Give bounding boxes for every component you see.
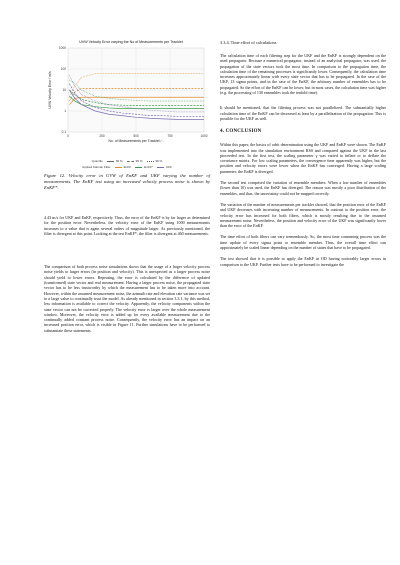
line-purple-icon bbox=[157, 167, 164, 168]
legend-item-q95 bbox=[127, 159, 143, 163]
legend-item-q99 bbox=[147, 159, 163, 163]
legend-filter-row bbox=[44, 165, 210, 169]
left-column bbox=[44, 40, 210, 339]
line-green-icon bbox=[135, 167, 142, 168]
figure-caption: Figure 12. Velocity error in UVW of EnKF and UKF varying the number of measurements. The EnKF test using an increased velocity process noise is shown by EnKF*. bbox=[44, 173, 210, 190]
figure-12 bbox=[44, 40, 210, 169]
x-tick-label: 500 bbox=[133, 134, 139, 138]
conclusion-paragraph: The time effort of both filters can vary tremendously. So, the most time consuming process was the time update of every sigma point or ensemble member. Thus, the overall time effort can approximately be scaled linear depending on the number of states that have to be propagated. bbox=[220, 234, 386, 251]
legend-quantile-label: Quantile bbox=[91, 159, 103, 163]
legend-filter-label: Applied Kalman Filter bbox=[82, 165, 111, 169]
legend-item-q90 bbox=[107, 159, 123, 163]
conclusion-paragraph: Within this paper, the basics of orbit determination using the UKF and EnKF were shown. The EnKF was implemented into the simulation environment RSS and compared against the UKF in the last proceeded test. In the first test, the scaling parameter γ was varied to inflate or to deflate the covariance matrix. For low scaling parameters, the convergence time apparently was higher, but the position and velocity errors were lower when the EnKF has converged. Having a large scaling parameter, the EnKF is diverged. bbox=[220, 142, 386, 174]
left-paragraph: The comparison of both process noise simulations shows that the usage of a larger velocity process noise yields to larger errors (in position and velocity). This is unexpected as a larger process noise should yield to lower errors. Repeating, the error is calculated by the difference of updated (transformed) state vector and real measurement. Having a larger process noise, the propagated state vector has to be less trustworthy by which the measurement has to be taken more into account. However, within the assumed measurement noise, the azimuth rate and elevation rate variance was set to a large value to continually trust the model. As already mentioned in section 3.3.1, by this method, less information is available to correct the velocity. Apparently, the velocity components within the state vector can not be corrected properly. The velocity error is larger over the whole measurement window. Moreover, the velocity error is added up for every available measurement due to the continually added constant process noise. Consequently, the velocity error has an impact on an increased position error, which is visible in Figure 11. Further simulations have to be performed to substantiate these statements. bbox=[44, 264, 210, 333]
legend-quantile-row bbox=[44, 159, 210, 163]
x-axis-label: No. of Measurements per Tracklet / - bbox=[108, 139, 164, 143]
legend-ukf-label: UKF bbox=[165, 165, 172, 169]
line-orange-icon bbox=[115, 167, 122, 168]
y-tick-label: 1000 bbox=[58, 46, 66, 50]
right-column bbox=[220, 40, 386, 273]
legend-q90-label: 90 % bbox=[115, 159, 123, 163]
legend-q95-label: 95 % bbox=[135, 159, 143, 163]
y-tick-label: 100 bbox=[60, 67, 66, 71]
y-axis-label: UVW Velocity Error / m/s bbox=[48, 71, 52, 109]
y-tick-label: 0.1 bbox=[61, 130, 66, 134]
chart-legend bbox=[44, 159, 210, 169]
conclusion-paragraph: The second test comprised the variation of ensemble members. When a low number of ensembles (lower than 10) was used, the EnKF has diverged. The reason was mostly a poor distribution of the ensembles, and thus, the uncertainty could not be mapped correctly. bbox=[220, 180, 386, 196]
legend-item-enkf-star bbox=[135, 165, 153, 169]
line-dashed-icon bbox=[127, 161, 134, 162]
right-paragraph: The calculation time of each filtering step for the UKF and the EnKF is strongly dependent on the used propagator. Because a numerical propagator, instead of an analytical propagator, was used, the propagation of the state vectors took the most time. In comparison to the propagation time, the calculation time of the remaining processes is significantly lower. Consequently, the calculation time increases approximately linear with every state vector that has to be propagated. In the case of the UKF, 13 sigma points, and in the case of the EnKF, the arbitrary number of ensembles has to be propagated. So the effort of the EnKF can be lower, but in most cases, the calculation time was higher (e.g. the processing of 130 ensembles took the tenfold time). bbox=[220, 53, 386, 96]
left-paragraph: 4.43 m/s for UKF and EnKF, respectively. Thus, the error of the EnKF is by far larger as determined for the position error. Nevertheless, the velocity error of the EnKF using 1000 measurements increases to a value that is again several orders of magnitude larger. As previously mentioned, the filter is divergent at this point. Looking at the test EnKF*, the filter is divergent at 460 measurements. bbox=[44, 215, 210, 236]
x-tick-label: 1000 bbox=[200, 134, 208, 138]
legend-enkf-label: EnKF bbox=[123, 165, 132, 169]
conclusion-paragraph: The variation of the number of measurements per tracklet showed, that the position error of the EnKF and UKF decreases with increasing number of measurements. In contrast to the position error, the velocity error has increased for both filters, which is mostly resulting due to the assumed measurement noise. Nevertheless, the position and velocity error of the UKF was significantly lower than the error of the EnKF. bbox=[220, 201, 386, 229]
x-tick-label: 0 bbox=[67, 134, 69, 138]
subsection-title: 3.3.4. Time effort of calculations bbox=[220, 40, 277, 45]
right-paragraph: It should be mentioned, that the filtering process was not parallelized. The substantially higher calculation time of the EnKF can be decreased at least by a parallelization of the propagation. This is possible for the UKF as well. bbox=[220, 105, 386, 121]
legend-item-enkf bbox=[115, 165, 132, 169]
line-solid-icon bbox=[107, 161, 114, 162]
x-tick-label: 250 bbox=[99, 134, 105, 138]
y-tick-label: 1 bbox=[64, 109, 66, 113]
legend-item-ukf bbox=[157, 165, 172, 169]
velocity-error-chart bbox=[44, 44, 210, 152]
legend-enkf-star-label: EnKF* bbox=[144, 165, 153, 169]
y-tick-label: 10 bbox=[62, 88, 66, 92]
conclusion-paragraph: The test showed that it is possible to apply the EnKF in OD having noticeably larger errors in comparison to the UKF. Further tests have to be performed to investigate the bbox=[220, 256, 386, 267]
x-tick-label: 750 bbox=[167, 134, 173, 138]
plot-title: UVW Velocity Error varying the No of Measurements per Tracklet bbox=[79, 40, 183, 44]
legend-q99-label: 99 % bbox=[155, 159, 163, 163]
section-title: 4. CONCLUSION bbox=[220, 129, 262, 135]
line-dotted-icon bbox=[147, 161, 154, 162]
